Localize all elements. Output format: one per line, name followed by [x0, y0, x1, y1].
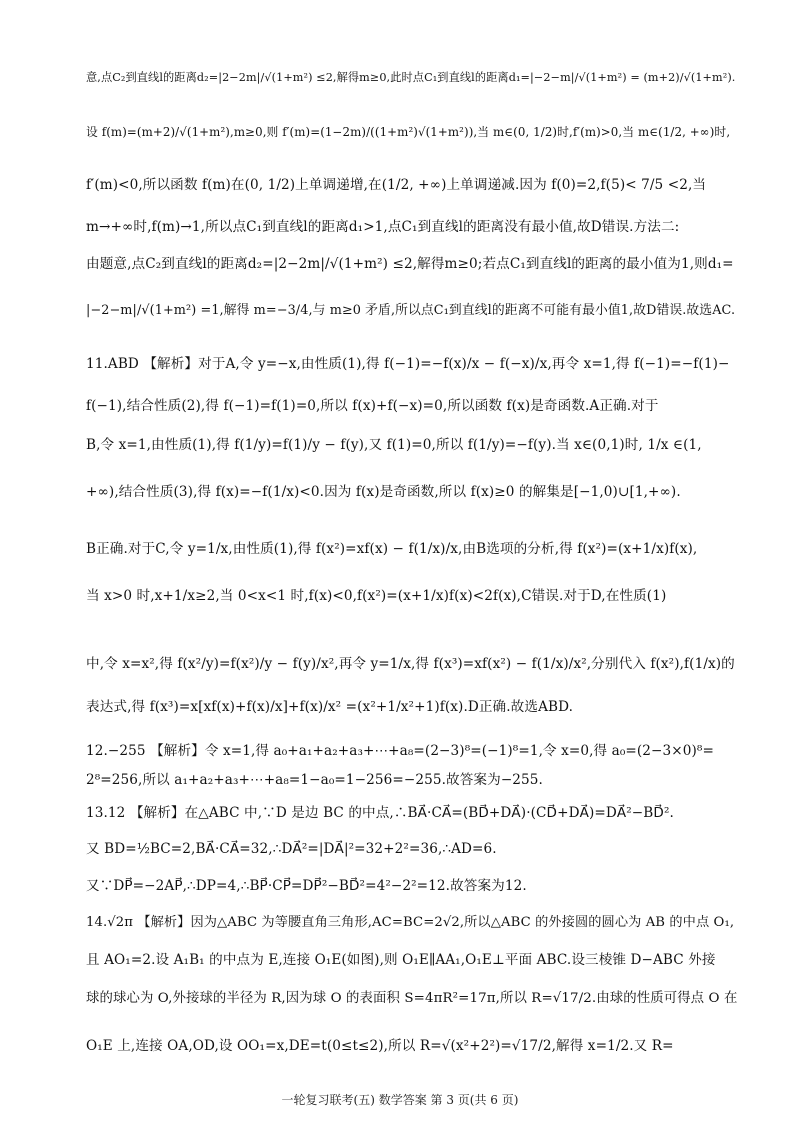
text-line: 设 f(m)=(m+2)/√(1+m²),m≥0,则 f′(m)=(1−2m)/((1+m²)√(1+m²)),当 m∈(0, 1/2)时,f′(m)>0,当 m∈(1/2, +∞)时,: [86, 125, 731, 139]
text-line: 且 AO₁=2.设 A₁B₁ 的中点为 E,连接 O₁E(如图),则 O₁E∥AA₁,O₁E⊥平面 ABC.设三棱锥 D−ABC 外接: [86, 952, 716, 968]
text-line: 2⁸=256,所以 a₁+a₂+a₃+⋯+a₈=1−a₀=1−256=−255.故答案为−255.: [86, 772, 543, 788]
text-line: f′(m)<0,所以函数 f(m)在(0, 1/2)上单调递增,在(1/2, +∞)上单调递减.因为 f(0)=2,f(5)< 7/5 <2,当: [86, 177, 707, 193]
text-line: 中,令 x=x²,得 f(x²/y)=f(x²)/y − f(y)/x²,再令 y=1/x,得 f(x³)=xf(x²) − f(1/x)/x²,分别代入 f(x²),f(1/x)的: [86, 656, 735, 672]
text-line: 球的球心为 O,外接球的半径为 R,因为球 O 的表面积 S=4πR²=17π,所以 R=√17/2.由球的性质可得点 O 在: [86, 991, 738, 1006]
text-line: 又 BD=½BC=2,BA⃗·CA⃗=32,∴DA⃗²=|DA⃗|²=32+2²=36,∴AD=6.: [86, 841, 497, 857]
text-line: B,令 x=1,由性质(1),得 f(1/y)=f(1)/y − f(y),又 f(1)=0,所以 f(1/y)=−f(y).当 x∈(0,1)时, 1/x ∈(1,: [86, 437, 702, 453]
text-line: +∞),结合性质(3),得 f(x)=−f(1/x)<0.因为 f(x)是奇函数,所以 f(x)≥0 的解集是[−1,0)∪[1,+∞).: [86, 484, 681, 500]
text-line: |−2−m|/√(1+m²) =1,解得 m=−3/4,与 m≥0 矛盾,所以点C₁到直线l的距离不可能有最小值1,故D错误.故选AC.: [86, 303, 736, 318]
problem-14-line: 14.√2π 【解析】因为△ABC 为等腰直角三角形,AC=BC=2√2,所以△ABC 的外接圆的圆心为 AB 的中点 O₁,: [86, 915, 735, 930]
problem-12-line: 12.−255 【解析】令 x=1,得 a₀+a₁+a₂+a₃+⋯+a₈=(2−3)⁸=(−1)⁸=1,令 x=0,得 a₀=(2−3×0)⁸=: [86, 743, 714, 759]
text-line: B正确.对于C,令 y=1/x,由性质(1),得 f(x²)=xf(x) − f(1/x)/x,由B选项的分析,得 f(x²)=(x+1/x)f(x),: [86, 541, 698, 557]
text-line: 当 x>0 时,x+1/x≥2,当 0<x<1 时,f(x)<0,f(x²)=(x+1/x)f(x)<2f(x),C错误.对于D,在性质(1): [86, 588, 667, 604]
text-line: f(−1),结合性质(2),得 f(−1)=f(1)=0,所以 f(x)+f(−x)=0,所以函数 f(x)是奇函数.A正确.对于: [86, 398, 659, 414]
text-line: O₁E 上,连接 OA,OD,设 OO₁=x,DE=t(0≤t≤2),所以 R=√(x²+2²)=√17/2,解得 x=1/2.又 R=: [86, 1038, 674, 1054]
text-line: 意,点C₂到直线l的距离d₂=|2−2m|/√(1+m²) ≤2,解得m≥0,此时点C₁到直线l的距离d₁=|−2−m|/√(1+m²) = (m+2)/√(1+m²).: [86, 71, 736, 84]
text-line: 由题意,点C₂到直线l的距离d₂=|2−2m|/√(1+m²) ≤2,解得m≥0;若点C₁到直线l的距离的最小值为1,则d₁=: [86, 256, 734, 272]
problem-13-line: 13.12 【解析】在△ABC 中,∵D 是边 BC 的中点,∴BA⃗·CA⃗=(BD⃗+DA⃗)·(CD⃗+DA⃗)=DA⃗²−BD⃗².: [86, 805, 674, 821]
text-line: m→+∞时,f(m)→1,所以点C₁到直线l的距离d₁>1,点C₁到直线l的距离没有最小值,故D错误.方法二:: [86, 219, 680, 235]
text-line: 表达式,得 f(x³)=x[xf(x)+f(x)/x]+f(x)/x² =(x²+1/x²+1)f(x).D正确.故选ABD.: [86, 699, 574, 715]
page-footer: 一轮复习联考(五) 数学答案 第 3 页(共 6 页): [281, 1093, 519, 1107]
problem-11-line: 11.ABD 【解析】对于A,令 y=−x,由性质(1),得 f(−1)=−f(x)/x − f(−x)/x,再令 x=1,得 f(−1)=−f(1)−: [86, 356, 730, 372]
text-line: 又∵DP⃗=−2AP⃗,∴DP=4,∴BP⃗·CP⃗=DP⃗²−BD⃗²=4²−2²=12.故答案为12.: [86, 878, 527, 894]
